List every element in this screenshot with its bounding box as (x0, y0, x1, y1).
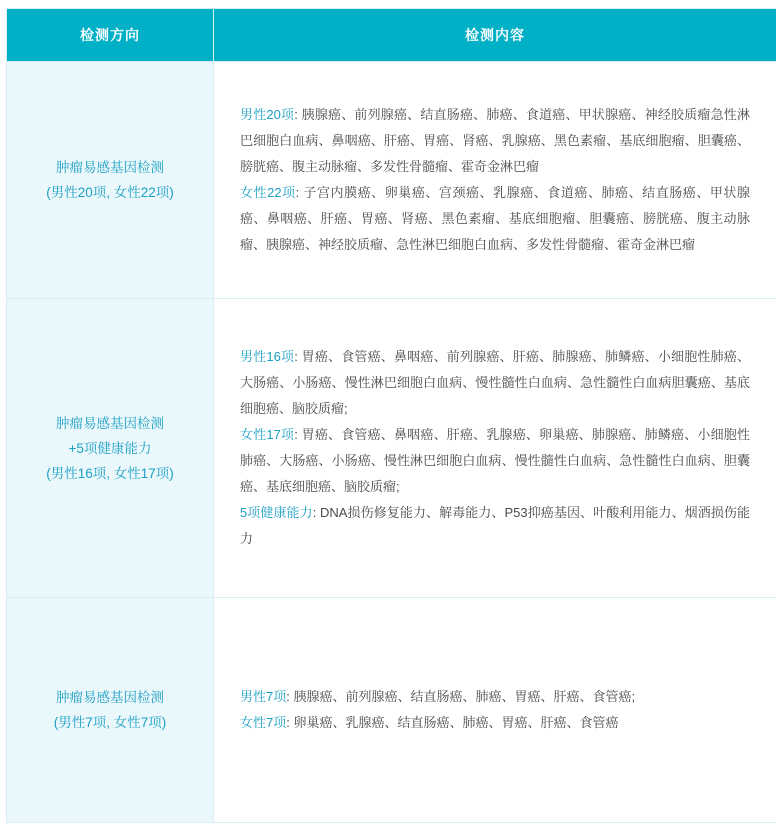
direction-line: (男性7项, 女性7项) (19, 710, 201, 735)
detection-direction-cell (7, 598, 214, 823)
content-text: : 胃癌、食管癌、鼻咽癌、肝癌、乳腺癌、卵巢癌、肺腺癌、肺鳞癌、小细胞性肺癌、大肠癌、小肠癌、慢性淋巴细胞白血病、慢性髓性白血病、急性髓性白血病、胆囊癌、基底细胞癌、脑胶质瘤; (240, 427, 750, 494)
content-paragraph (240, 344, 750, 422)
content-paragraph (240, 500, 750, 552)
content-text: : 子宫内膜癌、卵巢癌、宫颈癌、乳腺癌、食道癌、肺癌、结直肠癌、甲状腺癌、鼻咽癌、肝癌、胃癌、肾癌、黑色素瘤、基底细胞瘤、胆囊癌、膀胱癌、腹主动脉瘤、胰腺癌、神经胶质瘤、急性淋巴细胞白血病、多发性骨髓瘤、霍奇金淋巴瘤 (240, 185, 750, 252)
table-head (7, 9, 776, 62)
table-row (7, 299, 776, 598)
detection-content-cell (214, 598, 776, 823)
content-text: : 胰腺癌、前列腺癌、结直肠癌、肺癌、胃癌、肝癌、食管癌; (286, 689, 635, 704)
content-paragraph (240, 102, 750, 180)
detection-direction-cell (7, 299, 214, 598)
direction-line: 肿瘤易感基因检测 (19, 685, 201, 710)
table-header-row (7, 9, 776, 62)
content-paragraph (240, 684, 750, 710)
direction-line: (男性20项, 女性22项) (19, 180, 201, 205)
content-label: 男性16项 (240, 349, 294, 364)
direction-line: 肿瘤易感基因检测 (19, 155, 201, 180)
content-paragraph (240, 180, 750, 258)
detection-content-cell (214, 62, 776, 299)
content-text: : 卵巢癌、乳腺癌、结直肠癌、肺癌、胃癌、肝癌、食管癌 (286, 715, 618, 730)
table-row (7, 62, 776, 299)
content-paragraph (240, 422, 750, 500)
content-label: 女性17项 (240, 427, 294, 442)
direction-line: +5项健康能力 (19, 436, 201, 461)
direction-line: (男性16项, 女性17项) (19, 461, 201, 486)
header-detection-content: 检测内容 (214, 9, 776, 62)
table-row (7, 598, 776, 823)
header-detection-direction: 检测方向 (7, 9, 214, 62)
content-text: : 胃癌、食管癌、鼻咽癌、前列腺癌、肝癌、肺腺癌、肺鳞癌、小细胞性肺癌、大肠癌、小肠癌、慢性淋巴细胞白血病、慢性髓性白血病、急性髓性白血病胆囊癌、基底细胞癌、脑胶质瘤; (240, 349, 750, 416)
content-text: : 胰腺癌、前列腺癌、结直肠癌、肺癌、食道癌、甲状腺癌、神经胶质瘤急性淋巴细胞白血病、鼻咽癌、肝癌、胃癌、肾癌、乳腺癌、黑色素瘤、基底细胞瘤、胆囊癌、膀胱癌、腹主动脉瘤、多发性骨髓瘤、霍奇金淋巴瘤 (240, 107, 750, 174)
content-label: 女性7项 (240, 715, 286, 730)
content-label: 女性22项 (240, 185, 296, 200)
direction-line: 肿瘤易感基因检测 (19, 411, 201, 436)
content-label: 男性20项 (240, 107, 294, 122)
content-text: : DNA损伤修复能力、解毒能力、P53抑癌基因、叶酸利用能力、烟酒损伤能力 (240, 505, 750, 546)
detection-content-cell (214, 299, 776, 598)
content-label: 男性7项 (240, 689, 286, 704)
table-body (7, 62, 776, 823)
content-paragraph (240, 710, 750, 736)
content-label: 5项健康能力 (240, 505, 313, 520)
detection-direction-cell (7, 62, 214, 299)
detection-table (6, 8, 776, 823)
